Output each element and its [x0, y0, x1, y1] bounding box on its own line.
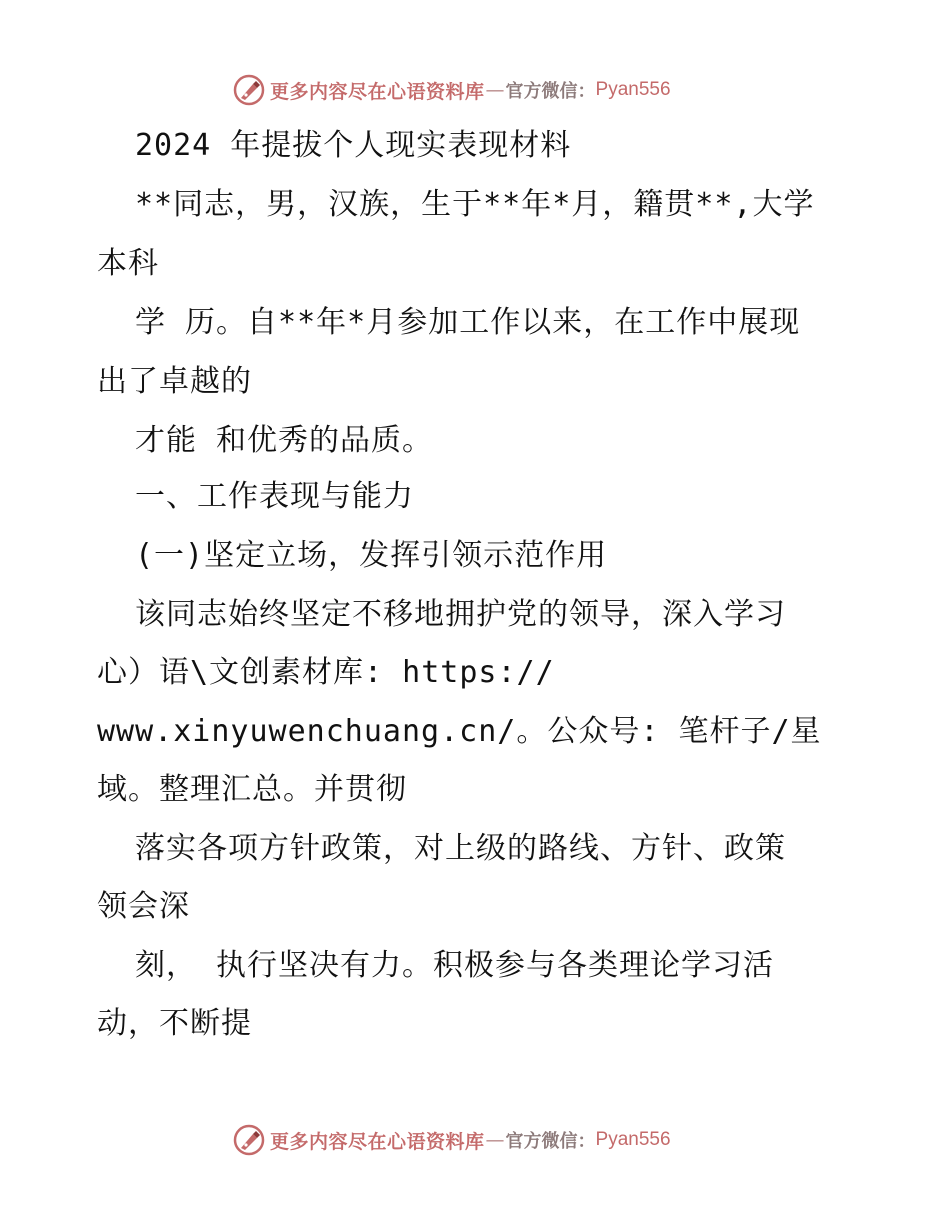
watermark-separator: —: [485, 1129, 505, 1151]
text-line: 才能 和优秀的品质。: [135, 423, 434, 458]
text-line: 动，不断提: [97, 1006, 252, 1041]
watermark-wechat-id: Pyan556: [595, 79, 671, 100]
text-line: 该同志始终坚定不移地拥护党的领导，深入学习: [135, 597, 786, 632]
text-line: **同志，男，汉族，生于**年*月，籍贯**,大学: [135, 187, 815, 222]
document-title: 2024 年提拔个人现实表现材料: [135, 128, 572, 163]
pen-nib-icon: [232, 1123, 266, 1157]
watermark-wechat-label: 官方微信：: [505, 1131, 596, 1152]
text-line: 出了卓越的: [97, 364, 252, 399]
header-watermark: [232, 72, 671, 108]
section-heading: 一、工作表现与能力: [135, 479, 414, 514]
text-line: 本科: [97, 246, 159, 281]
watermark-wechat-id: Pyan556: [595, 1129, 671, 1150]
text-line: www.xinyuwenchuang.cn/。公众号: 笔杆子/星: [97, 714, 822, 749]
watermark-wechat-label: 官方微信：: [505, 81, 596, 102]
watermark-brand: 更多内容尽在心语资料库: [270, 1130, 485, 1153]
footer-watermark: [232, 1122, 671, 1158]
text-line: 领会深: [97, 889, 190, 924]
watermark-separator: —: [485, 79, 505, 101]
text-line: 刻， 执行坚决有力。积极参与各类理论学习活: [135, 948, 775, 983]
text-line: 学 历。自**年*月参加工作以来，在工作中展现: [135, 305, 801, 340]
text-line: 心）语\文创素材库: https://: [97, 655, 555, 690]
pen-nib-icon: [232, 73, 266, 107]
subsection-heading: (一)坚定立场，发挥引领示范作用: [135, 538, 608, 573]
text-line: 落实各项方针政策，对上级的路线、方针、政策: [135, 831, 786, 866]
watermark-brand: 更多内容尽在心语资料库: [270, 80, 485, 103]
text-line: 域。整理汇总。并贯彻: [97, 772, 407, 807]
